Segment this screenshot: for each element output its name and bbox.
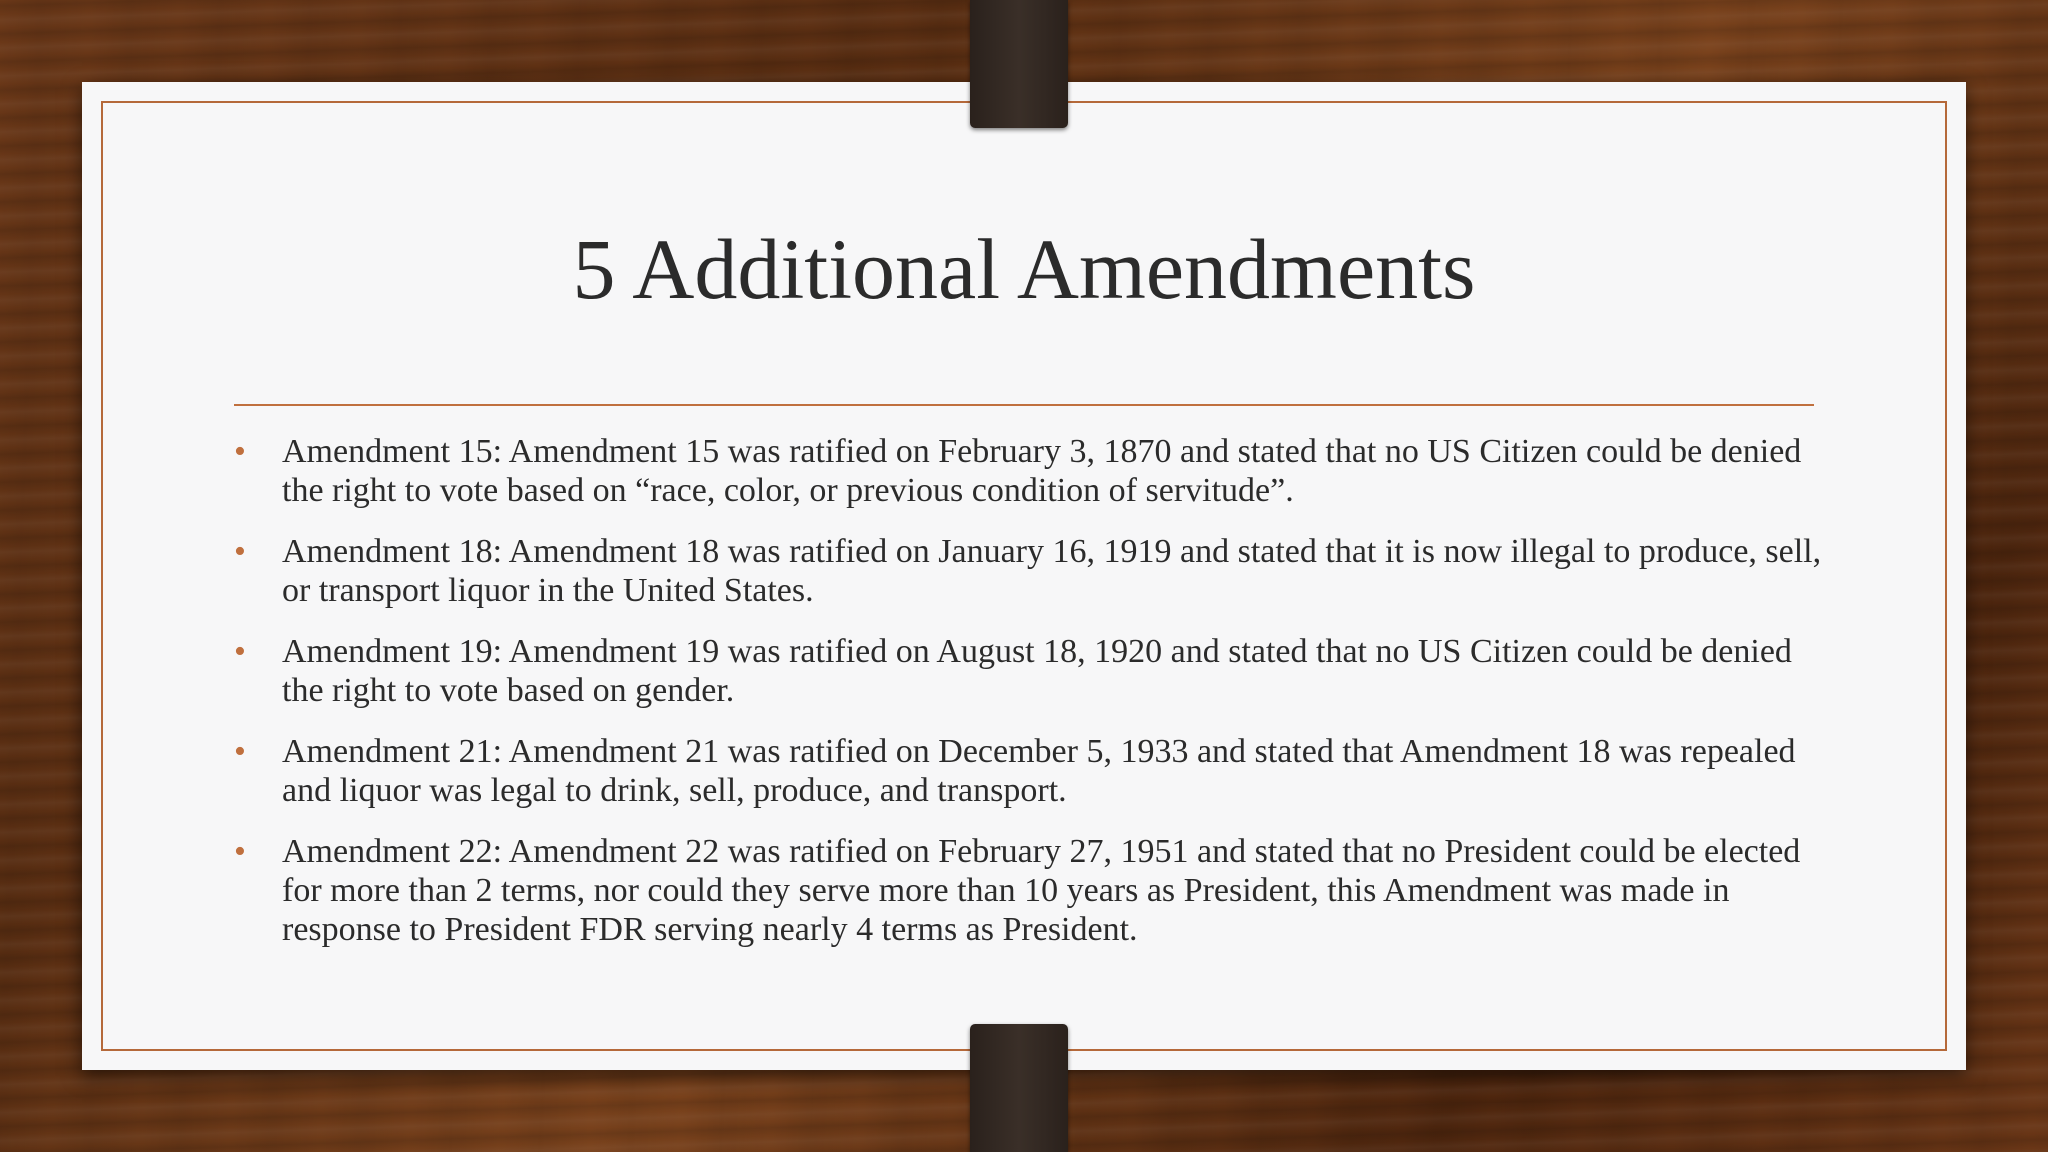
bullet-icon: • bbox=[234, 633, 246, 670]
bullet-icon: • bbox=[234, 733, 246, 770]
bullet-icon: • bbox=[234, 533, 246, 570]
title-divider bbox=[234, 404, 1814, 406]
bullet-item bbox=[234, 632, 1824, 710]
bullet-icon: • bbox=[234, 833, 246, 870]
bullet-text: Amendment 15: Amendment 15 was ratified on February 3, 1870 and stated that no US Citizen could be denied the right to vote based on “race, color, or previous condition of servitude”. bbox=[282, 433, 1802, 509]
bottom-strap bbox=[970, 1024, 1068, 1152]
top-strap bbox=[970, 0, 1068, 128]
bullet-text: Amendment 21: Amendment 21 was ratified on December 5, 1933 and stated that Amendment 18 was repealed and liquor was legal to drink, sell, produce, and transport. bbox=[282, 733, 1796, 809]
bullet-item bbox=[234, 832, 1824, 949]
bullet-item bbox=[234, 432, 1824, 510]
bullet-item bbox=[234, 532, 1824, 610]
bullet-item bbox=[234, 732, 1824, 810]
bullet-text: Amendment 19: Amendment 19 was ratified on August 18, 1920 and stated that no US Citizen could be denied the right to vote based on gender. bbox=[282, 633, 1792, 709]
slide-title: 5 Additional Amendments bbox=[572, 221, 1476, 317]
bullet-icon: • bbox=[234, 433, 246, 470]
slide-card bbox=[82, 82, 1966, 1070]
bullet-text: Amendment 18: Amendment 18 was ratified on January 16, 1919 and stated that it is now illegal to produce, sell, or transport liquor in the United States. bbox=[282, 533, 1822, 609]
bullet-text: Amendment 22: Amendment 22 was ratified on February 27, 1951 and stated that no President could be elected for more than 2 terms, nor could they serve more than 10 years as President, this Amendment was made in response to President FDR serving nearly 4 terms as President. bbox=[282, 833, 1801, 948]
bullet-list bbox=[234, 432, 1824, 971]
